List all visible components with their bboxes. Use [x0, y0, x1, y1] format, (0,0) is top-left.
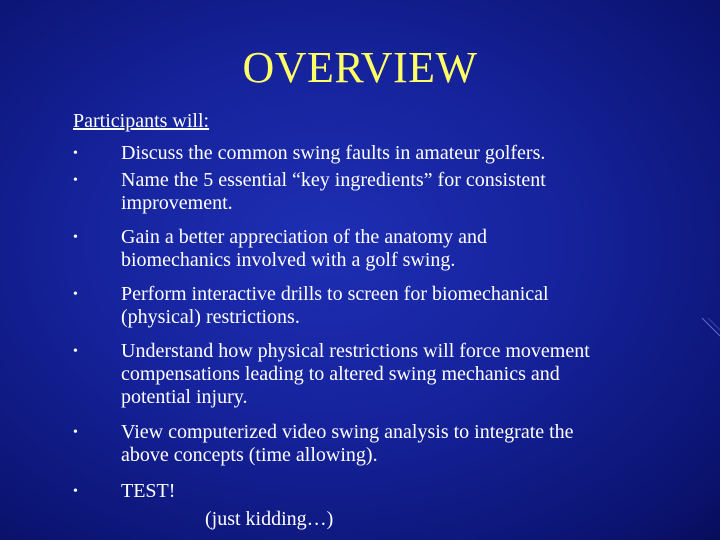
list-item-line: biomechanics involved with a golf swing.: [121, 249, 456, 271]
list-item-text: [121, 480, 701, 503]
list-item-line: improvement.: [121, 192, 233, 214]
intro-heading: Participants will:: [73, 110, 210, 132]
list-item-line: TEST!: [121, 480, 176, 502]
list-item-line: Perform interactive drills to screen for biomechanical: [121, 283, 549, 305]
bullet-marker: •: [73, 425, 78, 440]
list-item-text: [121, 169, 701, 215]
list-item-line: Discuss the common swing faults in amateur golfers.: [121, 142, 546, 164]
list-item-text: [121, 226, 701, 272]
list-item-line: Understand how physical restrictions will force movement: [121, 340, 590, 362]
list-item-line: View computerized video swing analysis to integrate the: [121, 421, 574, 443]
list-item-line: compensations leading to altered swing mechanics and: [121, 363, 560, 385]
list-item-text: [121, 340, 701, 409]
bullet-marker: •: [73, 287, 78, 302]
list-item-text: [121, 142, 701, 165]
bullet-marker: •: [73, 344, 78, 359]
list-item-line: (physical) restrictions.: [121, 306, 300, 328]
list-item-text: [121, 421, 701, 467]
list-item-line: Name the 5 essential “key ingredients” for consistent: [121, 169, 546, 191]
bullet-marker: •: [73, 173, 78, 188]
list-item-line: above concepts (time allowing).: [121, 444, 378, 466]
list-item-line: Gain a better appreciation of the anatomy and: [121, 226, 487, 248]
bullet-marker: •: [73, 484, 78, 499]
bullet-marker: •: [73, 230, 78, 245]
list-item-text: [121, 283, 701, 329]
bullet-marker: •: [73, 146, 78, 161]
aside-note: (just kidding…): [205, 508, 334, 530]
slide-title: OVERVIEW: [242, 43, 478, 92]
list-item-line: potential injury.: [121, 386, 248, 408]
